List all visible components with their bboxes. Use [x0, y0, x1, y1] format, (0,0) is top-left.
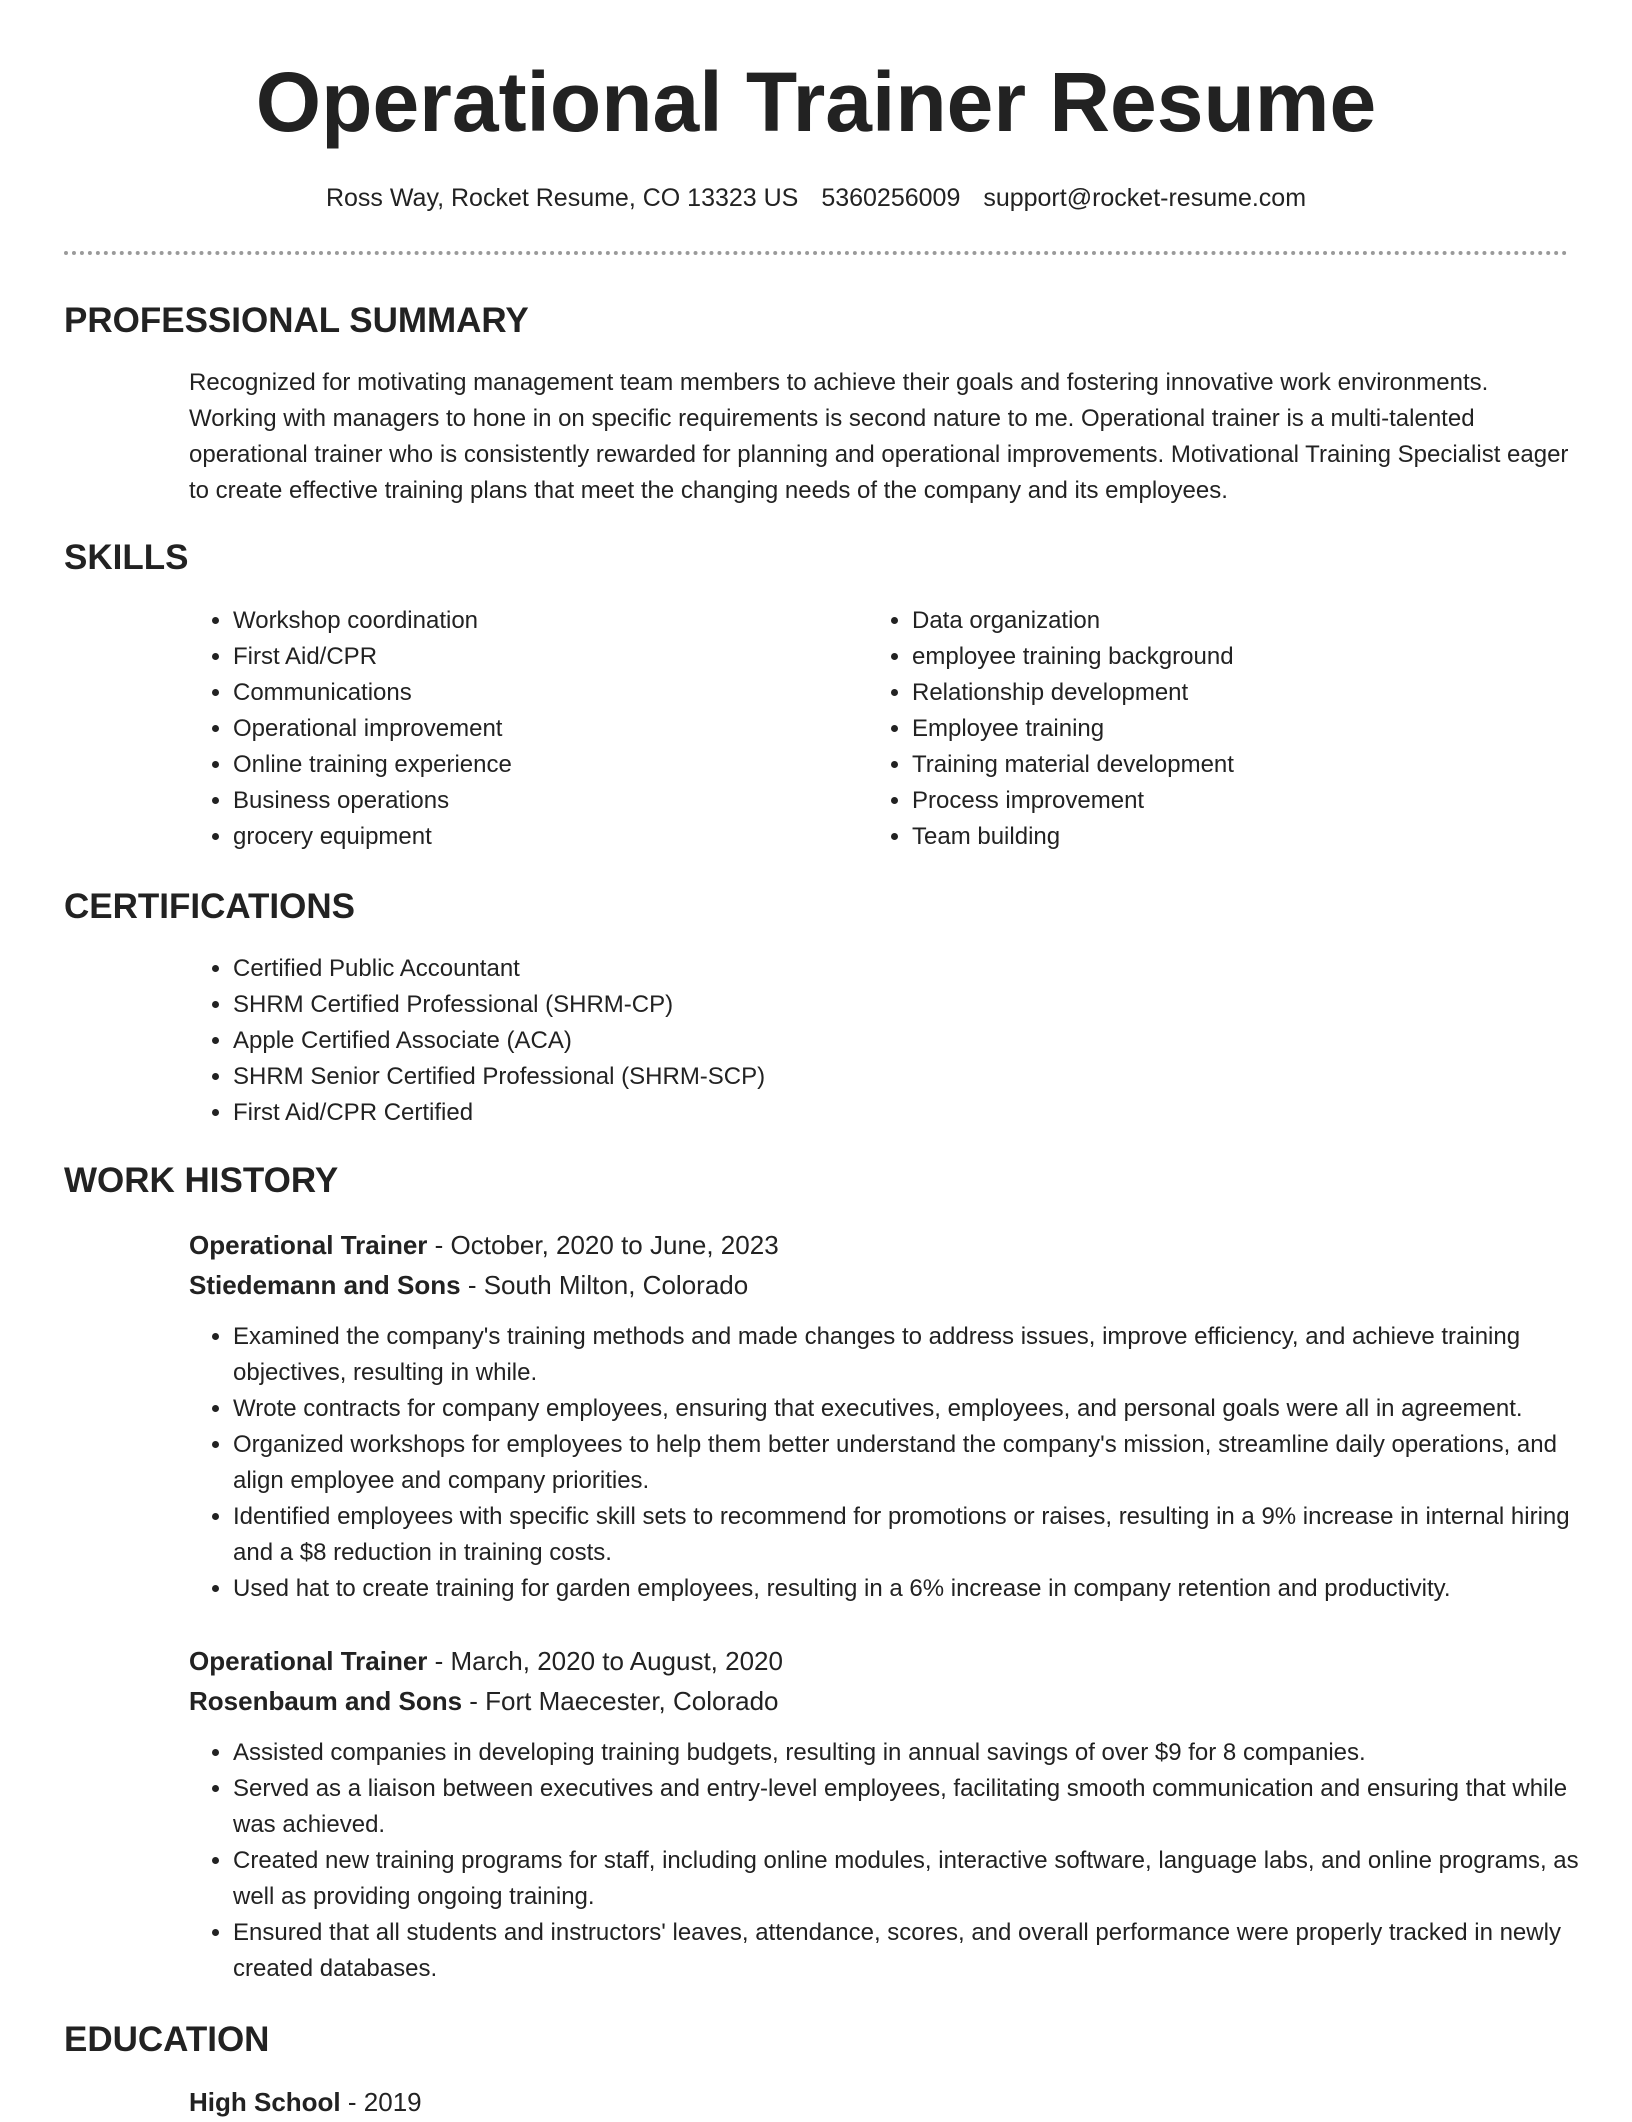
- job-title: Operational Trainer: [189, 1230, 428, 1260]
- certification-item: • First Aid/CPR Certified: [233, 1095, 1233, 1131]
- job-bullet: • Examined the company's training methods and made changes to address issues, improve efficiency, and achieve training objectives, resulting in while.: [233, 1319, 1613, 1391]
- skill-item: • grocery equipment: [233, 819, 853, 855]
- certification-item: • Apple Certified Associate (ACA): [233, 1023, 1233, 1059]
- skills-heading: SKILLS: [64, 538, 189, 577]
- skill-item: • Process improvement: [912, 783, 1572, 819]
- job-bullet: • Identified employees with specific skill sets to recommend for promotions or raises, resulting in a 9% increase in internal hiring and a $8 reduction in training costs.: [233, 1499, 1613, 1571]
- job-bullets: [189, 1735, 1613, 1987]
- job-company-line: [189, 1265, 748, 1305]
- skills-list-left: [189, 603, 853, 855]
- skill-item: • Workshop coordination: [233, 603, 853, 639]
- education-heading: EDUCATION: [64, 2020, 270, 2059]
- skill-item: • employee training background: [912, 639, 1572, 675]
- job-location: - Fort Maecester, Colorado: [462, 1686, 779, 1716]
- education-year: - 2019: [340, 2087, 422, 2117]
- job-bullet: • Created new training programs for staff, including online modules, interactive software, language labs, and online programs, as well as providing ongoing training.: [233, 1843, 1613, 1915]
- education-entry: [189, 2082, 422, 2122]
- skill-item: • Operational improvement: [233, 711, 853, 747]
- contact-email: support@rocket-resume.com: [983, 184, 1307, 212]
- job-location: - South Milton, Colorado: [460, 1270, 749, 1300]
- skill-item: • Employee training: [912, 711, 1572, 747]
- job-dates: - March, 2020 to August, 2020: [427, 1646, 783, 1676]
- skill-item: • Online training experience: [233, 747, 853, 783]
- job-bullet: • Wrote contracts for company employees, ensuring that executives, employees, and personal goals were all in agreement.: [233, 1391, 1613, 1427]
- skill-item: • Business operations: [233, 783, 853, 819]
- skill-item: • Training material development: [912, 747, 1572, 783]
- job-bullet: • Ensured that all students and instructors' leaves, attendance, scores, and overall performance were properly tracked in newly created databases.: [233, 1915, 1613, 1987]
- job-bullets: [189, 1319, 1613, 1607]
- job-company: Rosenbaum and Sons: [189, 1686, 463, 1716]
- skill-item: • Team building: [912, 819, 1572, 855]
- skill-item: • First Aid/CPR: [233, 639, 853, 675]
- resume-title: Operational Trainer Resume: [255, 55, 1377, 149]
- certification-item: • Certified Public Accountant: [233, 951, 1233, 987]
- summary-text: Recognized for motivating management team members to achieve their goals and fostering innovative work environments. Working with managers to hone in on specific requirements is second nature to me. Operational trainer is a multi-talented operational trainer who is consistently rewarded for planning and operational improvements. Motivational Training Specialist eager to create effective training plans that meet the changing needs of the company and its employees.: [189, 369, 1569, 504]
- certifications-heading: CERTIFICATIONS: [64, 887, 356, 926]
- job-company: Stiedemann and Sons: [189, 1270, 461, 1300]
- certifications-list: [189, 951, 1233, 1131]
- contact-address: Ross Way, Rocket Resume, CO 13323 US: [325, 184, 799, 212]
- job-title-line: [189, 1641, 783, 1681]
- job-bullet: • Assisted companies in developing training budgets, resulting in annual savings of over $9 for 8 companies.: [233, 1735, 1613, 1771]
- contact-line: [0, 178, 1632, 218]
- contact-phone: 5360256009: [821, 184, 961, 212]
- work-history-heading: WORK HISTORY: [64, 1161, 339, 1200]
- skill-item: • Communications: [233, 675, 853, 711]
- job-bullet: • Served as a liaison between executives and entry-level employees, facilitating smooth communication and ensuring that while was achieved.: [233, 1771, 1613, 1843]
- header-divider: [64, 251, 1568, 255]
- certification-item: • SHRM Certified Professional (SHRM-CP): [233, 987, 1233, 1023]
- job-dates: - October, 2020 to June, 2023: [427, 1230, 779, 1260]
- job-bullet: • Used hat to create training for garden employees, resulting in a 6% increase in company retention and productivity.: [233, 1571, 1613, 1607]
- job-title: Operational Trainer: [189, 1646, 428, 1676]
- job-bullet: • Organized workshops for employees to help them better understand the company's mission, streamline daily operations, and align employee and company priorities.: [233, 1427, 1613, 1499]
- job-title-line: [189, 1225, 779, 1265]
- summary-heading: PROFESSIONAL SUMMARY: [64, 301, 529, 340]
- skill-item: • Relationship development: [912, 675, 1572, 711]
- education-degree: High School: [189, 2087, 341, 2117]
- skill-item: • Data organization: [912, 603, 1572, 639]
- certification-item: • SHRM Senior Certified Professional (SHRM-SCP): [233, 1059, 1233, 1095]
- job-company-line: [189, 1681, 779, 1721]
- skills-list-right: [868, 603, 1572, 855]
